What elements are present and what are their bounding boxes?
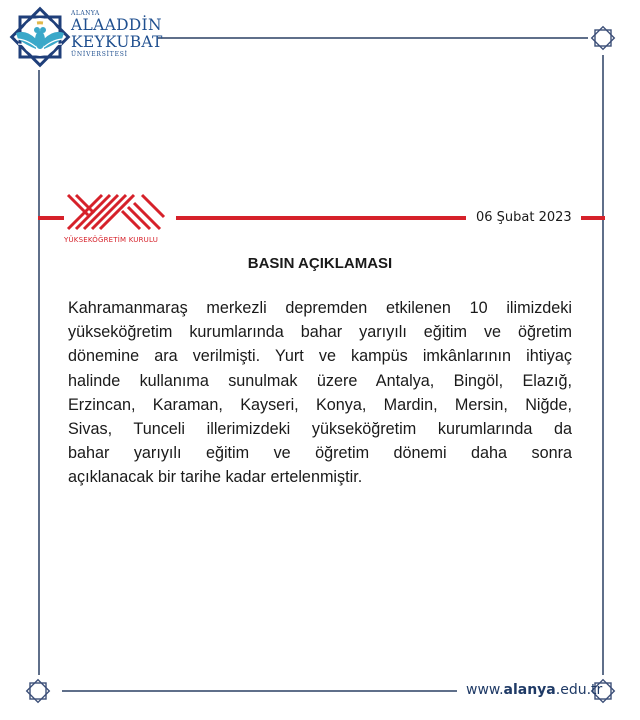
eagle-emblem-icon [8,6,78,68]
frame-left-line [38,70,40,675]
frame-right-line [602,55,604,675]
url-bold: alanya [503,682,556,698]
university-name [71,11,163,58]
university-line-2: ALAADDİN [71,16,162,34]
body-line: yükseköğretim kurumlarında bahar yarıyılı eğitim ve öğretim [68,323,572,342]
octagram-star-icon [588,23,618,53]
red-divider-left [38,216,64,220]
university-line-3: KEYKUBAT [71,32,163,51]
university-line-4: ÜNİVERSİTESİ [71,51,128,58]
red-divider-middle [176,216,466,220]
body-line: açıklanacak bir tarihe kadar ertelenmiştir. [68,468,363,487]
page-title: BASIN AÇIKLAMASI [247,255,393,272]
red-divider-right [581,216,605,220]
body-line: Kahramanmaraş merkezli depremden etkilenen 10 ilimizdeki [68,299,572,317]
url-suffix: .edu.tr [555,682,603,698]
url-prefix: www. [466,682,504,698]
body-line: dönemine ara verilmişti. Yurt ve kampüs imkânlarının ihtiyaç [68,347,572,366]
university-line-1: ALANYA [71,10,100,17]
website-link[interactable] [466,682,602,698]
press-date: 06 Şubat 2023 [476,210,572,225]
frame-bottom-line [62,690,457,692]
body-line: Sivas, Tunceli illerimizdeki yükseköğretim kurumlarında da [68,420,572,439]
body-line: bahar yarıyılı eğitim ve öğretim dönemi daha sonra [68,444,572,463]
octagram-star-icon [23,676,53,706]
press-release-body [68,296,572,490]
body-line: halinde kullanıma sunulmak üzere Antalya, Bingöl, Elazığ, [68,371,572,390]
yok-monogram-icon [66,193,166,231]
frame-top-line [158,37,588,39]
yok-caption: YÜKSEKÖĞRETİM KURULU [64,236,159,244]
body-line: Erzincan, Karaman, Kayseri, Konya, Mardin, Mersin, Niğde, [68,395,572,414]
